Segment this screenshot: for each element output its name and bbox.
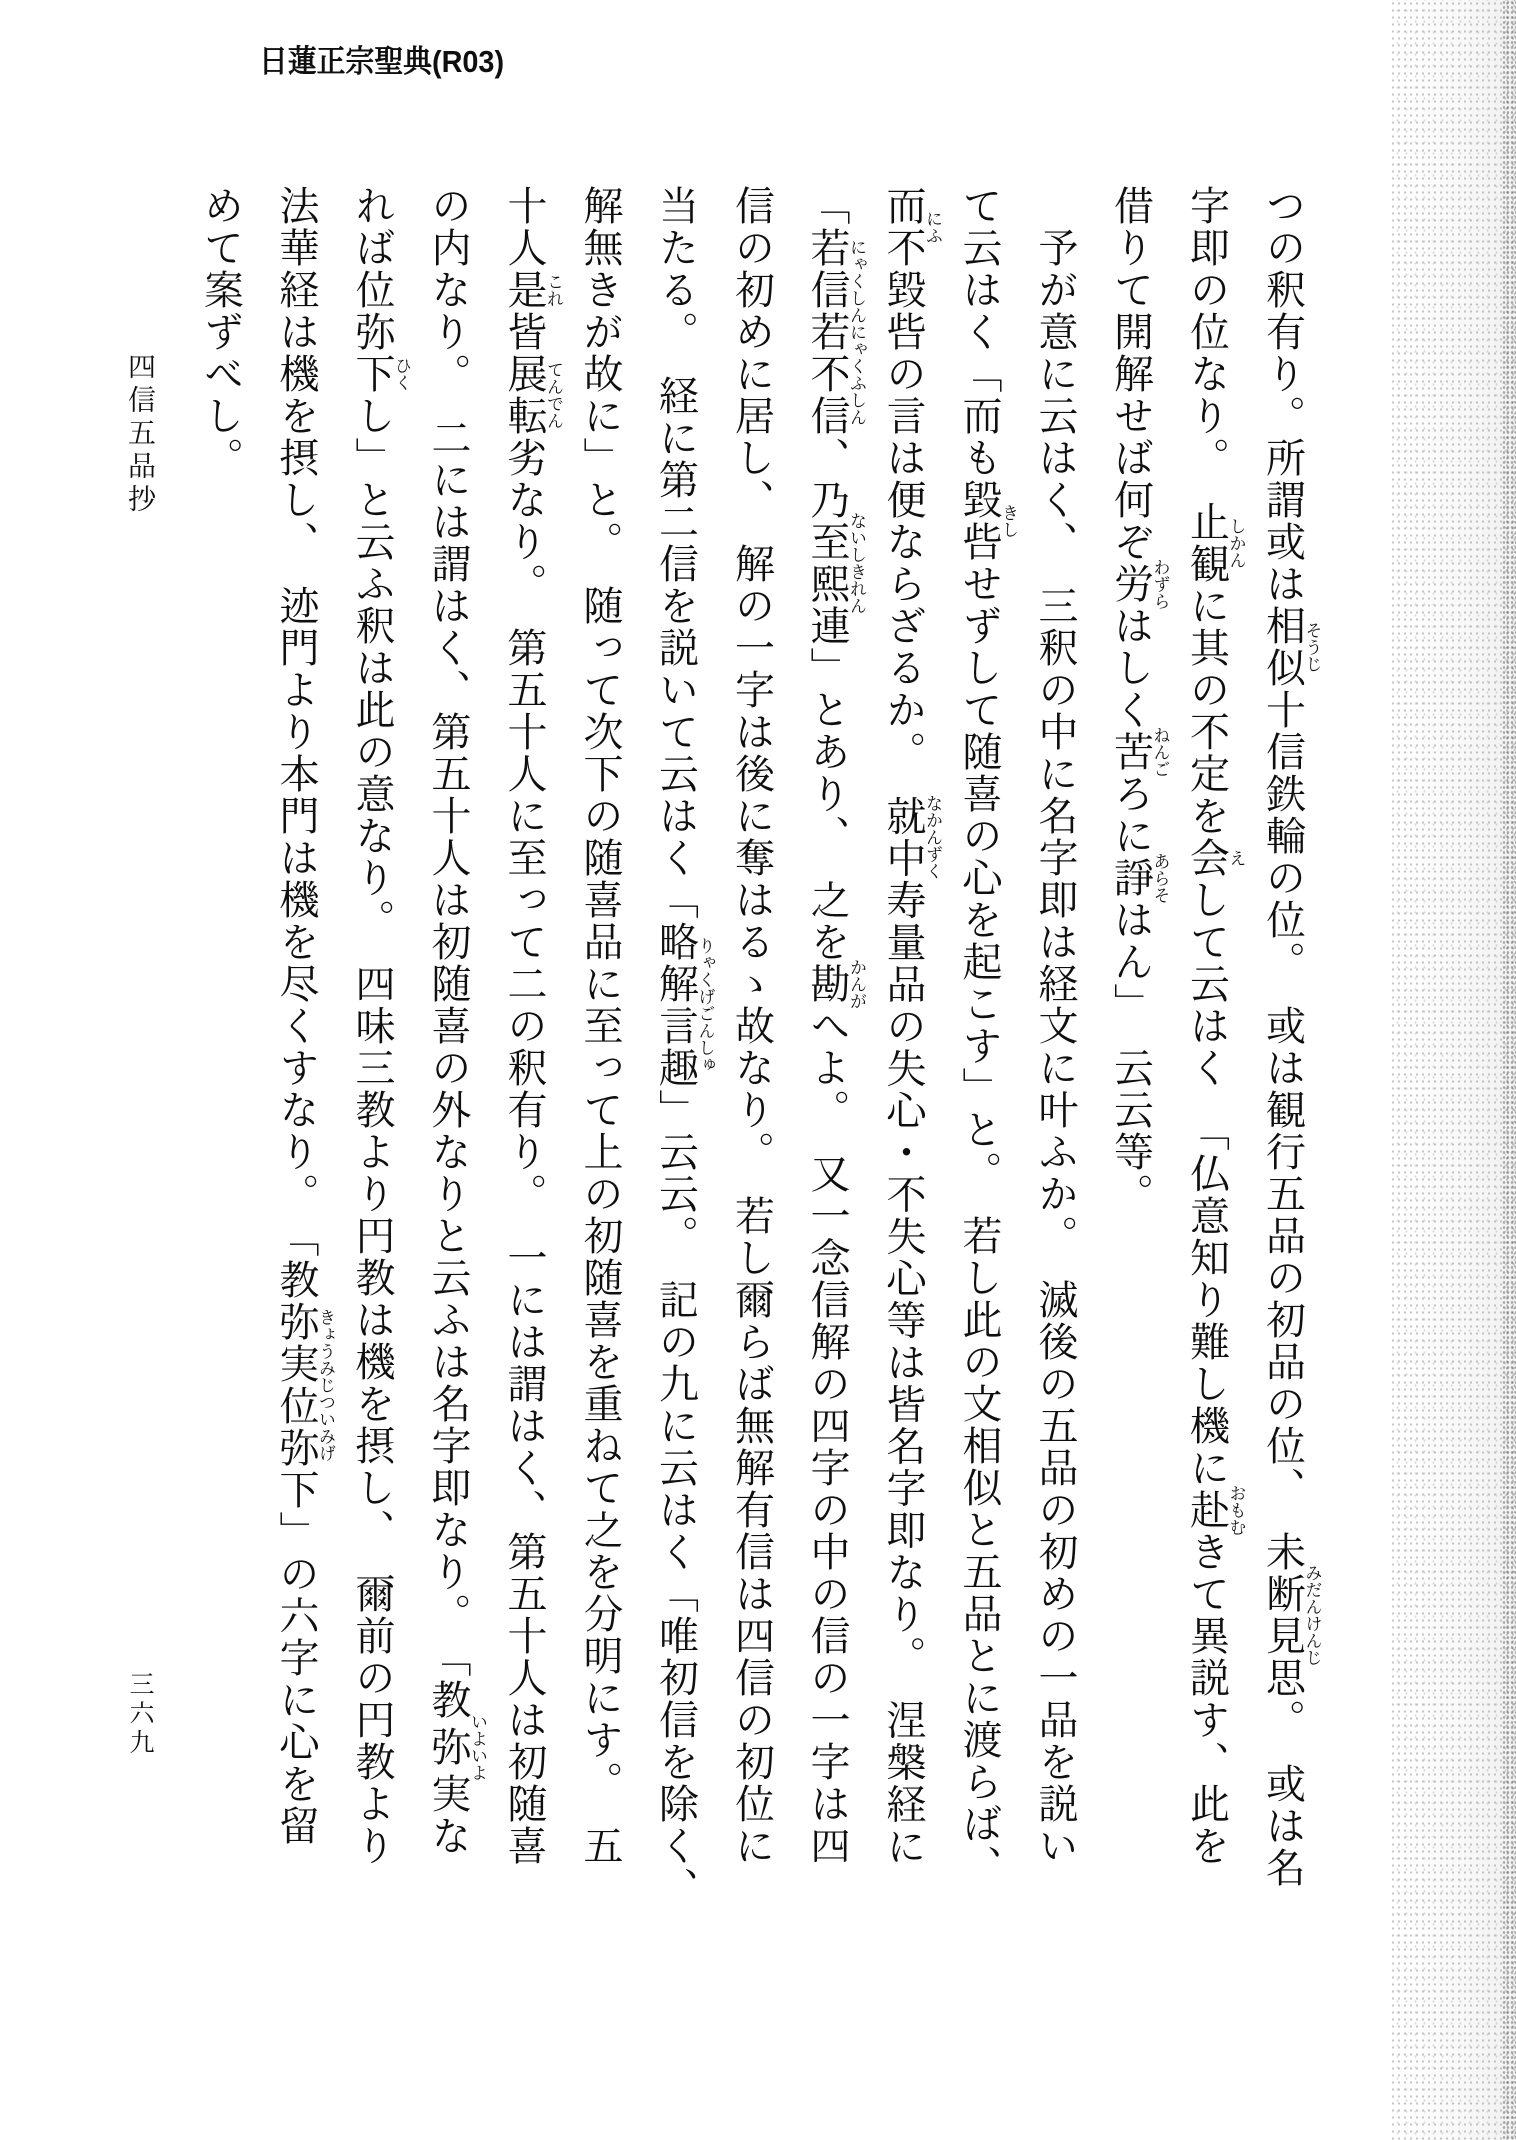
text-column: つの釈有り。所謂或は相似そうじ十信鉄輪の位。 或は観行五品の初品の位、 未断見思みだんけんじ。 或は名 (1260, 185, 1322, 1889)
ruby-annotated-text: 苦ねんご (1108, 726, 1170, 778)
ruby-annotated-text: 会え (1184, 837, 1246, 879)
ruby-annotated-text: 展転てんでん (502, 353, 563, 437)
ruby-annotated-text: 是これ (502, 269, 563, 311)
text-column: れば位弥下ひくし」と云ふ釈は此の意なり。 四味三教より円教は機を摂し、 爾前の円教より (350, 185, 411, 1867)
page-number: 三六九 (126, 1671, 153, 1758)
ruby-annotated-text: 就中なかんずく (881, 794, 942, 880)
ruby-annotated-text: 略解言趣りゃくげごんしゅ (653, 921, 715, 1089)
ruby-annotated-text: 下ひく (350, 353, 411, 395)
text-column: 予が意に云はく、 三釈の中に名字即は経文に叶ふか。 滅後の五品の初めの一品を説い (1033, 227, 1078, 1867)
text-column: 解無きが故に」と。 随って次下の随喜品に至って上の初随喜を重ねて之を分明にす。 五 (578, 185, 623, 1867)
text-column: めて案ずべし。 (198, 185, 244, 479)
ruby-annotated-text: 毀呰きし (957, 479, 1018, 563)
text-column: 「若信若不信にゃくしんにゃくふしん、乃至熙連ないしきれん」とあり、 之を勘かんがへよ。 又一念信解の四字の中の信の一字は四 (805, 185, 866, 1867)
ruby-annotated-text: 止観しかん (1184, 501, 1246, 585)
book-header-title: 日蓮正宗聖典(R03) (259, 44, 505, 79)
ruby-annotated-text: 未断見思みだんけんじ (1260, 1531, 1322, 1699)
ruby-annotated-text: 諍あらそ (1108, 852, 1170, 904)
scan-edge-noise (1390, 0, 1516, 2140)
ruby-annotated-text: 労わずら (1108, 558, 1170, 610)
text-column: 而不にふ毀呰の言は便ならざるか。 就中なかんずく寿量品の失心・不失心等は皆名字即なり。 涅槃経に (881, 185, 942, 1868)
text-column: 法華経は機を摂し、 迹門より本門は機を尽くすなり。 「教弥実位弥下きょうみじついみげ」の六字に心を留 (274, 185, 335, 1847)
margin-section-label: 四信五品抄 (124, 352, 155, 517)
text-column: 十人是これ皆展転てんでん劣なり。 第五十人に至って二の釈有り。 一には謂はく、第五十人は初随喜 (502, 185, 563, 1867)
ruby-annotated-text: 而不にふ (881, 185, 942, 269)
text-column: の内なり。 二には謂はく、第五十人は初随喜の外なりと云ふは名字即なり。 「教弥いよいよ実な (426, 185, 487, 1857)
ruby-annotated-text: 教弥実位弥下きょうみじついみげ (274, 1259, 335, 1511)
ruby-annotated-text: 乃至熙連ないしきれん (805, 479, 866, 647)
text-column: 字即の位なり。 止観しかんに其の不定を会えして云はく 「仏意知り難し機に赴おもむきて異説す、此を (1184, 185, 1246, 1867)
ruby-annotated-text: 赴おもむ (1184, 1484, 1246, 1536)
ruby-annotated-text: 相似そうじ (1260, 605, 1322, 689)
text-columns (187, 185, 1321, 1985)
text-column: 借りて開解せば何ぞ労わずらはしく苦ねんごろに諍あらそはん」 云云等。 (1108, 185, 1170, 1215)
scan-edge-dark-strip (1502, 0, 1516, 2140)
text-column: 信の初めに居し、 解の一字は後に奪はるゝ故なり。 若し爾らば無解有信は四信の初位に (729, 185, 775, 1867)
ruby-annotated-text: 弥いよいよ (426, 1713, 487, 1781)
ruby-annotated-text: 勘かんが (805, 958, 866, 1010)
text-column: 当たる。 経に第二信を説いて云はく「略解言趣りゃくげごんしゅ」云云。 記の九に云はく「唯初信を除く、 (653, 185, 715, 1909)
text-column: て云はく「而も毀呰きしせずして随喜の心を起こす」と。 若し此の文相似と五品とに渡らば、 (957, 185, 1018, 1887)
ruby-annotated-text: 若信若不信にゃくしんにゃくふしん (805, 227, 866, 437)
